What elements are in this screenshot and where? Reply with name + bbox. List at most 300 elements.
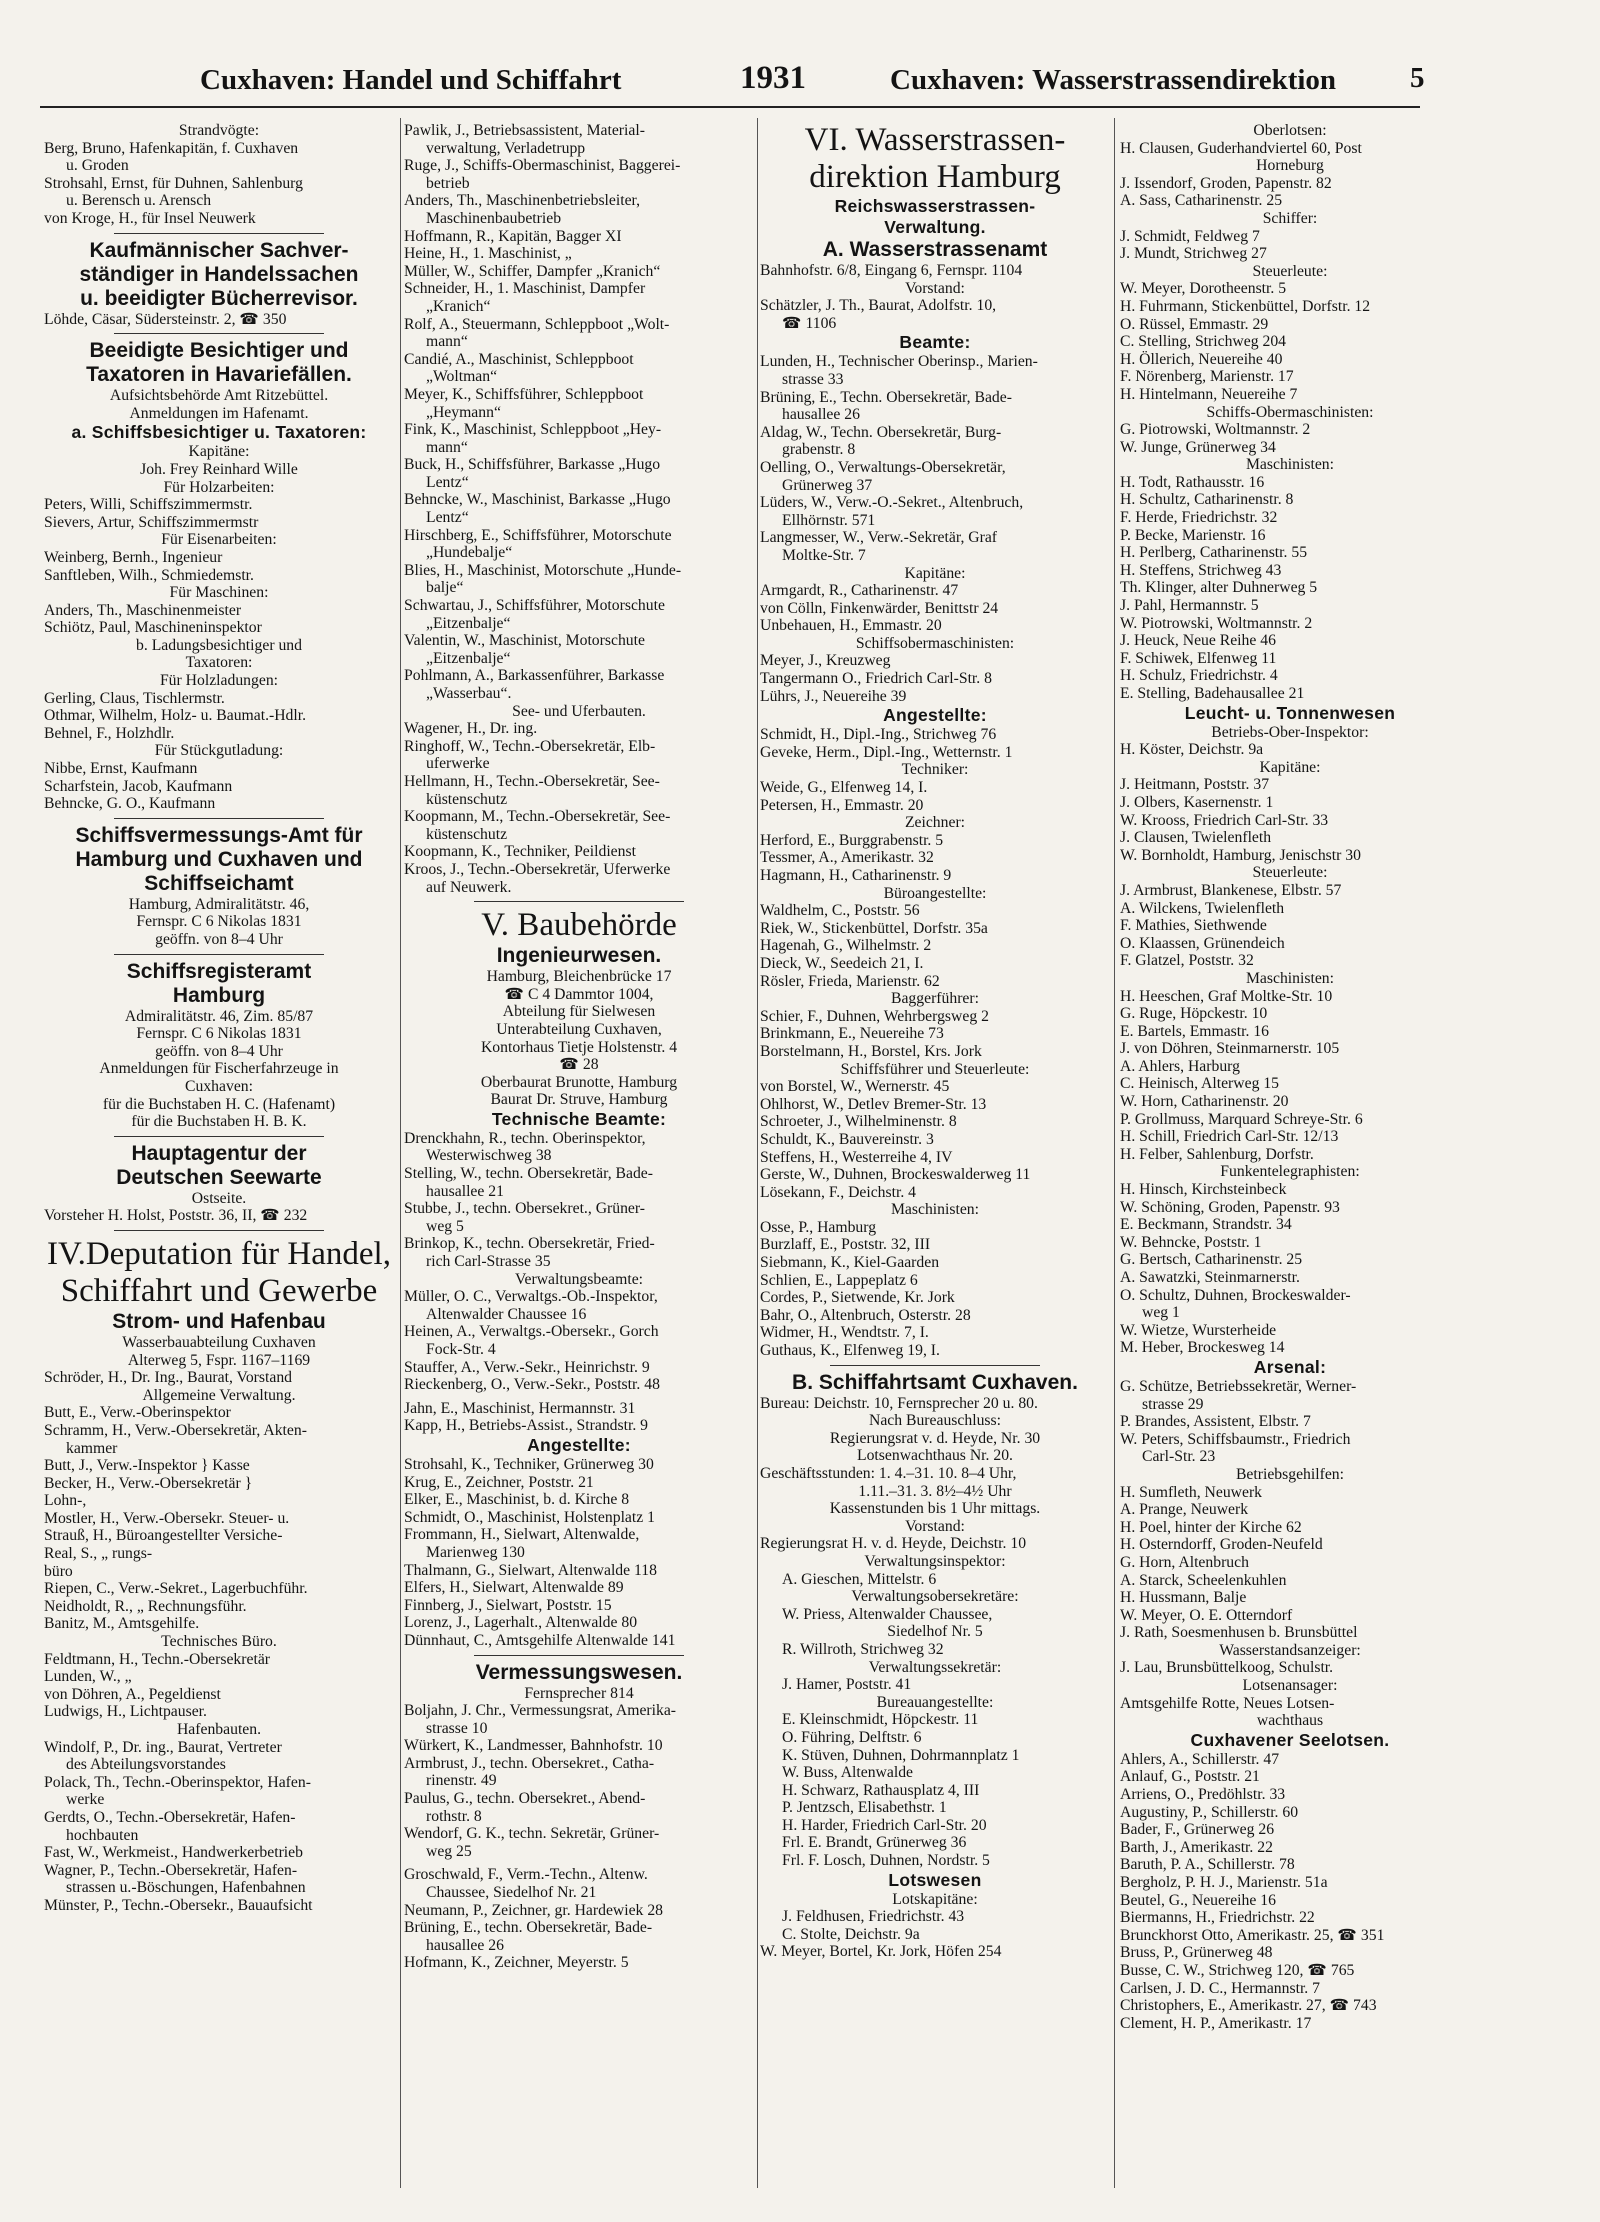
directory-entry: Barth, J., Amerikastr. 22 <box>1120 1838 1273 1856</box>
directory-entry: Drenckhahn, R., techn. Oberinspektor, <box>404 1129 646 1147</box>
subheading: Aufsichtsbehörde Amt Ritzebüttel. <box>109 387 329 405</box>
directory-entry: Lunden, W., „ <box>44 1668 132 1686</box>
directory-entry: H. Felber, Sahlenburg, Dorfstr. <box>1120 1145 1314 1163</box>
directory-entry: von Kroge, H., für Insel Neuwerk <box>44 209 256 227</box>
directory-entry: „Kranich“ <box>426 297 491 315</box>
directory-entry: rothstr. 8 <box>426 1807 482 1825</box>
directory-entry: H. Sumfleth, Neuwerk <box>1120 1483 1263 1501</box>
subheading: Cuxhaven: <box>185 1077 253 1095</box>
section-heading: IV.Deputation für Handel, <box>47 1235 391 1272</box>
directory-entry: Hoffmann, R., Kapitän, Bagger XI <box>404 227 622 245</box>
directory-entry: Bader, F., Grünerweg 26 <box>1120 1821 1275 1839</box>
subheading: ☎ 28 <box>559 1056 599 1074</box>
directory-entry: grabenstr. 8 <box>782 441 856 459</box>
directory-entry: Anlauf, G., Poststr. 21 <box>1120 1768 1260 1786</box>
directory-entry: Ellhörnstr. 571 <box>782 511 876 529</box>
directory-entry: mann“ <box>426 438 468 456</box>
directory-entry: Anders, Th., Maschinenbetriebsleiter, <box>404 192 641 210</box>
directory-entry: ☎ 1106 <box>782 314 837 332</box>
subheading: Schiffsführer und Steuerleute: <box>840 1060 1030 1078</box>
directory-entry: H. Poel, hinter der Kirche 62 <box>1120 1518 1302 1536</box>
directory-entry: Elker, E., Maschinist, b. d. Kirche 8 <box>404 1491 630 1509</box>
subheading: Leucht- u. Tonnenwesen <box>1184 702 1396 723</box>
subheading: Zeichner: <box>904 814 966 832</box>
section-heading: Taxatoren in Havariefällen. <box>86 363 352 387</box>
directory-entry: Behncke, G. O., Kaufmann <box>44 795 216 813</box>
directory-entry: „Wasserbau“. <box>426 685 512 702</box>
directory-entry: H. Fuhrmann, Stickenbüttel, Dorfstr. 12 <box>1120 297 1371 315</box>
directory-entry: strasse 10 <box>426 1719 488 1737</box>
subheading: Kapitäne: <box>188 443 250 461</box>
directory-entry: Candié, A., Maschinist, Schleppboot <box>404 350 634 368</box>
directory-entry: Wagener, H., Dr. ing. <box>404 720 538 738</box>
directory-entry: weg 25 <box>426 1842 472 1860</box>
directory-entry: Brüning, E., techn. Obersekretär, Bade- <box>404 1919 653 1937</box>
directory-entry: Bruss, P., Grünerweg 48 <box>1120 1944 1273 1962</box>
subheading: Kassenstunden bis 1 Uhr mittags. <box>829 1500 1041 1518</box>
directory-entry: weg 5 <box>426 1217 464 1235</box>
directory-entry: Sanftleben, Wilh., Schmiedemstr. <box>44 566 254 584</box>
directory-entry: Sievers, Artur, Schiffszimmermstr <box>44 513 259 531</box>
section-rule <box>114 818 324 819</box>
directory-entry: Hellmann, H., Techn.-Obersekretär, See- <box>404 772 660 790</box>
subheading: Maschinisten: <box>890 1201 979 1219</box>
directory-entry: Schroeter, J., Wilhelminenstr. 8 <box>760 1113 957 1131</box>
subheading: Nach Bureauschluss: <box>868 1412 1001 1430</box>
subheading: Kapitäne: <box>904 564 966 582</box>
directory-entry: Vorsteher H. Holst, Poststr. 36, II, ☎ 232 <box>44 1207 308 1225</box>
directory-entry: Th. Klinger, alter Duhnerweg 5 <box>1120 579 1318 597</box>
section-heading: Deutschen Seewarte <box>116 1165 322 1189</box>
directory-entry: Augustiny, P., Schillerstr. 60 <box>1120 1803 1299 1821</box>
directory-entry: J. Heitmann, Poststr. 37 <box>1120 776 1270 794</box>
directory-entry: O. Schultz, Duhnen, Brockeswalder- <box>1120 1286 1351 1304</box>
subheading: Lotskapitäne: <box>892 1890 978 1908</box>
directory-entry: P. Becke, Marienstr. 16 <box>1120 526 1266 544</box>
directory-entry: J. Feldhusen, Friedrichstr. 43 <box>782 1908 965 1926</box>
directory-entry: Westerwischweg 38 <box>426 1147 552 1165</box>
directory-entry: W. Behncke, Poststr. 1 <box>1120 1233 1262 1251</box>
subheading: Steuerleute: <box>1252 262 1328 280</box>
directory-entry: Lührs, J., Neuereihe 39 <box>760 687 907 705</box>
subheading: See- und Uferbauten. <box>512 702 646 720</box>
directory-entry: Pohlmann, A., Barkassenführer, Barkasse <box>404 667 665 685</box>
subheading: Verwaltungsbeamte: <box>514 1270 644 1288</box>
column-1 <box>44 122 394 2192</box>
subheading: Verwaltungssekretär: <box>868 1658 1002 1676</box>
directory-entry: Buck, H., Schiffsführer, Barkasse „Hugo <box>404 456 661 474</box>
directory-entry: Amtsgehilfe Rotte, Neues Lotsen- <box>1120 1694 1335 1712</box>
directory-entry: Langmesser, W., Verw.-Sekretär, Graf <box>760 529 998 547</box>
subheading: Lotsenwachthaus Nr. 20. <box>857 1447 1013 1465</box>
directory-entry: Schneider, H., 1. Maschinist, Dampfer <box>404 280 646 298</box>
directory-entry: Heinen, A., Verwaltgs.-Obersekr., Gorch <box>404 1323 659 1341</box>
directory-entry: Geschäftsstunden: 1. 4.–31. 10. 8–4 Uhr, <box>760 1465 1017 1482</box>
directory-entry: Schmidt, H., Dipl.-Ing., Strichweg 76 <box>760 726 997 744</box>
subheading: Maschinisten: <box>1245 969 1334 987</box>
directory-entry: P. Brandes, Assistent, Elbstr. 7 <box>1120 1413 1311 1431</box>
subheading: Steuerleute: <box>1252 864 1328 882</box>
directory-entry: verwaltung, Verladetrupp <box>426 139 586 157</box>
directory-entry: Paulus, G., techn. Obersekret., Abend- <box>404 1790 646 1808</box>
section-heading: B. Schiffahrtsamt Cuxhaven. <box>792 1370 1078 1394</box>
directory-entry: Dünnhaut, C., Amtsgehilfe Altenwalde 141 <box>404 1631 676 1649</box>
directory-entry: Unbehauen, H., Emmastr. 20 <box>760 617 942 635</box>
subheading: Oberlotsen: <box>1253 122 1327 139</box>
directory-entry: Hofmann, K., Zeichner, Meyerstr. 5 <box>404 1954 629 1972</box>
directory-entry: F. Glatzel, Poststr. 32 <box>1120 952 1254 970</box>
subheading: Alterweg 5, Fspr. 1167–1169 <box>127 1351 311 1369</box>
directory-entry: G. Schütze, Betriebssekretär, Werner- <box>1120 1377 1357 1395</box>
directory-entry: C. Heinisch, Alterweg 15 <box>1120 1075 1280 1093</box>
directory-entry: Chaussee, Siedelhof Nr. 21 <box>426 1884 597 1902</box>
section-rule <box>114 233 324 234</box>
directory-entry: W. Junge, Grünerweg 34 <box>1120 438 1276 456</box>
subheading: Unterabteilung Cuxhaven, <box>496 1020 662 1038</box>
subheading: Schiffsobermaschinisten: <box>855 634 1015 652</box>
directory-entry: H. Hintelmann, Neuereihe 7 <box>1120 385 1298 403</box>
section-heading: Ingenieurwesen. <box>496 944 662 968</box>
directory-entry: J. Rath, Soesmenhusen b. Brunsbüttel <box>1120 1624 1358 1642</box>
directory-entry: Meyer, J., Kreuzweg <box>760 652 891 670</box>
directory-entry: Anders, Th., Maschinenmeister <box>44 601 242 619</box>
directory-entry: Hirschberg, E., Schiffsführer, Motorschute <box>404 526 672 544</box>
section-heading: Schiffseichamt <box>144 871 294 895</box>
directory-entry: Thalmann, G., Sielwart, Altenwalde 118 <box>404 1561 657 1579</box>
directory-entry: J. Mundt, Strichweg 27 <box>1120 245 1267 263</box>
subheading: Technische Beamte: <box>491 1108 667 1129</box>
subheading: Hamburg, Admiralitätstr. 46, <box>128 895 310 913</box>
directory-entry: O. Führing, Delftstr. 6 <box>782 1728 922 1746</box>
directory-entry: H. Schultz, Catharinenstr. 8 <box>1120 491 1294 509</box>
directory-entry: H. Hussmann, Balje <box>1120 1589 1247 1607</box>
directory-entry: Stubbe, J., techn. Obersekret., Grüner- <box>404 1200 646 1218</box>
subheading: Horneburg <box>1256 157 1324 175</box>
directory-entry: Schuldt, K., Bauvereinstr. 3 <box>760 1130 934 1148</box>
subheading: Technisches Büro. <box>161 1633 277 1651</box>
directory-entry: kammer <box>66 1439 118 1457</box>
directory-entry: P. Jentzsch, Elisabethstr. 1 <box>782 1799 947 1817</box>
directory-entry: Behncke, W., Maschinist, Barkasse „Hugo <box>404 491 671 509</box>
directory-entry: Stauffer, A., Verw.-Sekr., Heinrichstr. 9 <box>404 1358 650 1376</box>
subheading: Allgemeine Verwaltung. <box>142 1386 296 1404</box>
directory-entry: „Hundebalje“ <box>426 544 513 562</box>
directory-entry: Windolf, P., Dr. ing., Baurat, Vertreter <box>44 1738 282 1756</box>
directory-entry: Butt, E., Verw.-Oberinspektor <box>44 1404 231 1422</box>
directory-entry: Biermanns, H., Friedrichstr. 22 <box>1120 1909 1315 1927</box>
subheading: Kapitäne: <box>1259 758 1321 776</box>
column-3 <box>760 122 1110 2192</box>
subheading: Baurat Dr. Struve, Hamburg <box>490 1091 668 1109</box>
subheading: Verwaltung. <box>884 217 986 237</box>
subheading: Taxatoren: <box>185 654 253 672</box>
directory-entry: Waldhelm, C., Poststr. 56 <box>760 902 920 920</box>
directory-entry: küstenschutz <box>426 825 508 843</box>
directory-entry: H. Perlberg, Catharinenstr. 55 <box>1120 544 1308 562</box>
directory-entry: W. Krooss, Friedrich Carl-Str. 33 <box>1120 811 1329 829</box>
directory-entry: W. Meyer, O. E. Otterndorf <box>1120 1606 1293 1624</box>
subheading: Funkentelegraphisten: <box>1220 1163 1360 1181</box>
directory-entry: W. Meyer, Dorotheenstr. 5 <box>1120 280 1287 298</box>
subheading: Für Stückgutladung: <box>154 742 284 760</box>
directory-entry: Müller, O. C., Verwaltgs.-Ob.-Inspektor, <box>404 1288 658 1306</box>
directory-entry: auf Neuwerk. <box>426 878 512 896</box>
subheading: 1.11.–31. 3. 8½–4½ Uhr <box>858 1482 1012 1500</box>
directory-entry: Carlsen, J. D. C., Hermannstr. 7 <box>1120 1979 1320 1997</box>
directory-entry: Fast, W., Werkmeist., Handwerkerbetrieb <box>44 1844 303 1862</box>
directory-entry: Groschwald, F., Verm.-Techn., Altenw. <box>404 1866 648 1884</box>
directory-entry: „Eitzenbalje“ <box>426 614 511 632</box>
directory-entry: Maschinenbaubetrieb <box>426 209 562 227</box>
directory-entry: A. Ahlers, Harburg <box>1120 1057 1240 1075</box>
directory-entry: E. Beckmann, Strandstr. 34 <box>1120 1216 1292 1234</box>
directory-entry: Frl. F. Losch, Duhnen, Nordstr. 5 <box>782 1852 990 1870</box>
directory-entry: E. Bartels, Emmastr. 16 <box>1120 1022 1270 1040</box>
directory-entry: K. Stüven, Duhnen, Dohrmannplatz 1 <box>782 1746 1020 1764</box>
directory-entry: strasse 29 <box>1142 1395 1204 1413</box>
directory-entry: Kroos, J., Techn.-Obersekretär, Uferwerke <box>404 860 671 878</box>
directory-entry: Rolf, A., Steuermann, Schleppboot „Wolt- <box>404 315 670 333</box>
directory-entry: J. Hamer, Poststr. 41 <box>782 1676 912 1694</box>
directory-entry: Würkert, K., Landmesser, Bahnhofstr. 10 <box>404 1737 663 1755</box>
header-left-title: Cuxhaven: Handel und Schiffahrt <box>200 64 622 96</box>
directory-entry: hausallee 26 <box>426 1936 504 1954</box>
subheading: Kontorhaus Tietje Holstenstr. 4 <box>480 1038 678 1056</box>
header-year: 1931 <box>740 60 806 96</box>
section-rule <box>114 1230 324 1231</box>
directory-entry: Jahn, E., Maschinist, Hermannstr. 31 <box>404 1399 636 1417</box>
page-header <box>40 60 1425 108</box>
directory-entry: A. Sawatzki, Steinmarnerstr. <box>1120 1269 1300 1286</box>
directory-entry: E. Kleinschmidt, Höpckestr. 11 <box>782 1711 979 1729</box>
directory-entry: Schröder, H., Dr. Ing., Baurat, Vorstand <box>44 1369 293 1387</box>
directory-entry: Strauß, H., Büroangestellter Versiche- <box>44 1527 283 1545</box>
subheading: Für Maschinen: <box>169 584 269 602</box>
directory-entry: Frl. E. Brandt, Grünerweg 36 <box>782 1834 967 1852</box>
section-heading: Schiffsregisteramt <box>126 959 312 983</box>
directory-entry: Bahnhofstr. 6/8, Eingang 6, Fernspr. 1104 <box>760 262 1023 279</box>
directory-entry: weg 1 <box>1142 1304 1180 1322</box>
directory-entry: Bureau: Deichstr. 10, Fernsprecher 20 u. 80. <box>760 1394 1038 1412</box>
directory-entry: Regierungsrat H. v. d. Heyde, Deichstr. 10 <box>760 1535 1027 1553</box>
directory-entry: „Eitzenbalje“ <box>426 649 511 667</box>
section-heading: Schiffsvermessungs-Amt für <box>75 823 363 847</box>
directory-entry: mann“ <box>426 333 468 351</box>
directory-entry: Rösler, Frieda, Marienstr. 62 <box>760 972 940 990</box>
directory-entry: Boljahn, J. Chr., Vermessungsrat, Amerika- <box>404 1702 677 1720</box>
directory-entry: Neumann, P., Zeichner, gr. Hardewiek 28 <box>404 1901 664 1919</box>
subheading: ☎ C 4 Dammtor 1004, <box>504 985 654 1003</box>
directory-entry: H. Harder, Friedrich Carl-Str. 20 <box>782 1816 987 1834</box>
directory-entry: Fock-Str. 4 <box>426 1341 496 1358</box>
subheading: Beamte: <box>899 332 971 353</box>
section-rule <box>114 1136 324 1137</box>
directory-entry: E. Stelling, Badehausallee 21 <box>1120 685 1305 702</box>
directory-entry: Carl-Str. 23 <box>1142 1448 1216 1466</box>
subheading: Siedelhof Nr. 5 <box>887 1623 983 1641</box>
directory-entry: W. Meyer, Bortel, Kr. Jork, Höfen 254 <box>760 1943 1002 1961</box>
directory-entry: Arriens, O., Predöhlstr. 33 <box>1120 1786 1286 1804</box>
directory-entry: W. Piotrowski, Woltmannstr. 2 <box>1120 614 1313 632</box>
directory-entry: von Döhren, A., Pegeldienst <box>44 1685 221 1703</box>
directory-entry: H. Hinsch, Kirchsteinbeck <box>1120 1181 1287 1199</box>
directory-entry: Stelling, W., techn. Obersekretär, Bade- <box>404 1165 653 1183</box>
directory-entry: A. Prange, Neuwerk <box>1120 1501 1249 1519</box>
directory-entry: Frommann, H., Sielwart, Altenwalde, <box>404 1526 640 1544</box>
subheading: Admiralitätstr. 46, Zim. 85/87 <box>124 1007 314 1025</box>
directory-entry: F. Herde, Friedrichstr. 32 <box>1120 509 1278 527</box>
directory-entry: küstenschutz <box>426 790 508 808</box>
subheading: Betriebs-Ober-Inspektor: <box>1211 723 1369 741</box>
directory-entry: von Cölln, Finkenwärder, Benittstr 24 <box>760 599 999 617</box>
directory-entry: F. Nörenberg, Marienstr. 17 <box>1120 368 1294 386</box>
subheading: Schiffs-Obermaschinisten: <box>1206 403 1374 421</box>
subheading: Angestellte: <box>883 705 987 726</box>
directory-entry: F. Schiwek, Elfenweg 11 <box>1120 649 1277 667</box>
directory-entry: Widmer, H., Wendtstr. 7, I. <box>760 1324 929 1342</box>
subheading: für die Buchstaben H. C. (Hafenamt) <box>102 1095 336 1113</box>
subheading: b. Ladungsbesichtiger und <box>136 636 302 654</box>
directory-entry: Baruth, P. A., Schillerstr. 78 <box>1120 1856 1295 1874</box>
directory-entry: rich Carl-Strasse 35 <box>426 1253 551 1271</box>
directory-entry: Müller, W., Schiffer, Dampfer „Kranich“ <box>404 262 661 280</box>
section-rule <box>114 954 324 955</box>
directory-entry: R. Willroth, Strichweg 32 <box>782 1640 944 1658</box>
subheading: Hamburg, Bleichenbrücke 17 <box>486 968 672 986</box>
directory-entry: Münster, P., Techn.-Obersekr., Bauaufsicht <box>44 1896 313 1914</box>
directory-entry: Aldag, W., Techn. Obersekretär, Burg- <box>760 423 1002 441</box>
subheading: Joh. Frey Reinhard Wille <box>140 460 298 478</box>
directory-entry: Gerdts, O., Techn.-Obersekretär, Hafen- <box>44 1808 296 1826</box>
directory-entry: werke <box>66 1791 105 1809</box>
directory-entry: Feldtmann, H., Techn.-Obersekretär <box>44 1650 271 1668</box>
directory-entry: G. Horn, Altenbruch <box>1120 1553 1249 1571</box>
directory-entry: Burzlaff, E., Poststr. 32, III <box>760 1236 931 1254</box>
section-heading: V. Baubehörde <box>481 907 677 944</box>
directory-entry: C. Stolte, Deichstr. 9a <box>782 1925 920 1943</box>
directory-entry: W. Peters, Schiffsbaumstr., Friedrich <box>1120 1430 1351 1448</box>
directory-entry: O. Rüssel, Emmastr. 29 <box>1120 315 1269 333</box>
column-4 <box>1120 122 1460 2192</box>
directory-entry: Peters, Willi, Schiffszimmermstr. <box>44 496 253 514</box>
subheading: Baggerführer: <box>891 990 979 1008</box>
subheading: Schiffer: <box>1262 209 1318 227</box>
directory-entry: strassen u.-Böschungen, Hafenbahnen <box>66 1879 306 1897</box>
directory-entry: Lüders, W., Verw.-O.-Sekret., Altenbruch, <box>760 494 1024 512</box>
header-right-title: Cuxhaven: Wasserstrassendirektion <box>890 64 1337 96</box>
section-rule <box>114 333 324 334</box>
subheading: Fernspr. C 6 Nikolas 1831 <box>136 1025 302 1043</box>
section-heading: Strom- und Hafenbau <box>112 1309 326 1333</box>
subheading: Arsenal: <box>1253 1356 1327 1377</box>
directory-entry: Schier, F., Duhnen, Wehrbergsweg 2 <box>760 1007 989 1025</box>
directory-entry: Behnel, F., Holzhdlr. <box>44 724 175 742</box>
section-heading: direktion Hamburg <box>809 159 1061 195</box>
directory-entry: Schwartau, J., Schiffsführer, Motorschute <box>404 597 665 615</box>
subheading: geöffn. von 8–4 Uhr <box>155 1042 283 1060</box>
directory-entry: G. Piotrowski, Woltmannstr. 2 <box>1120 421 1311 439</box>
directory-entry: Tangermann O., Friedrich Carl-Str. 8 <box>760 670 992 688</box>
directory-entry: Ludwigs, H., Lichtpauser. <box>44 1703 207 1721</box>
directory-entry: Steffens, H., Westerreihe 4, IV <box>760 1148 953 1166</box>
directory-entry: W. Bornholdt, Hamburg, Jenischstr 30 <box>1120 846 1361 864</box>
directory-entry: Tessmer, A., Amerikastr. 32 <box>760 849 934 867</box>
directory-entry: Schätzler, J. Th., Baurat, Adolfstr. 10, <box>760 297 997 315</box>
directory-entry: Brinkmann, E., Neuereihe 73 <box>760 1025 944 1043</box>
directory-entry: A. Starck, Scheelenkuhlen <box>1120 1571 1287 1589</box>
directory-entry: Brüning, E., Techn. Obersekretär, Bade- <box>760 388 1012 406</box>
directory-entry: hausallee 26 <box>782 406 860 424</box>
directory-entry: Kapp, H., Betriebs-Assist., Strandstr. 9 <box>404 1417 649 1435</box>
directory-entry: Siebmann, K., Kiel-Gaarden <box>760 1254 940 1272</box>
directory-entry: Valentin, W., Maschinist, Motorschute <box>404 632 645 650</box>
directory-entry: Dieck, W., Seedeich 21, I. <box>760 954 924 972</box>
directory-entry: C. Stelling, Strichweg 204 <box>1120 333 1287 351</box>
column-2 <box>404 122 754 2192</box>
directory-entry: betrieb <box>426 174 470 192</box>
subheading: Oberbaurat Brunotte, Hamburg <box>480 1073 678 1091</box>
directory-entry: Riek, W., Stickenbüttel, Dorfstr. 35a <box>760 919 988 937</box>
directory-entry: Koopmann, K., Techniker, Peildienst <box>404 843 636 861</box>
section-heading: A. Wasserstrassenamt <box>822 238 1048 261</box>
directory-entry: Elfers, H., Sielwart, Altenwalde 89 <box>404 1579 624 1597</box>
directory-entry: hochbauten <box>66 1826 139 1844</box>
directory-entry: Schlien, E., Lappeplatz 6 <box>760 1271 918 1289</box>
directory-entry: A. Wilckens, Twielenfleth <box>1120 899 1285 917</box>
directory-entry: G. Ruge, Höpckestr. 10 <box>1120 1005 1268 1023</box>
subheading: Vorstand: <box>905 279 965 297</box>
directory-entry: Banitz, M., Amtsgehilfe. <box>44 1615 200 1633</box>
directory-entry: Borstelmann, H., Borstel, Krs. Jork <box>760 1042 982 1060</box>
subheading: Lotswesen <box>888 1869 982 1890</box>
directory-entry: J. Clausen, Twielenfleth <box>1120 829 1272 847</box>
directory-entry: Strohsahl, K., Techniker, Grünerweg 30 <box>404 1455 654 1473</box>
directory-entry: balje“ <box>426 579 464 597</box>
directory-entry: Pawlik, J., Betriebsassistent, Material- <box>404 122 645 139</box>
directory-entry: Fink, K., Maschinist, Schleppboot „Hey- <box>404 421 662 439</box>
directory-entry: Ringhoff, W., Techn.-Obersekretär, Elb- <box>404 737 656 755</box>
directory-entry: Löhde, Cäsar, Südersteinstr. 2, ☎ 350 <box>44 310 287 328</box>
directory-entry: A. Sass, Catharinenstr. 25 <box>1120 192 1283 210</box>
directory-entry: Strohsahl, Ernst, für Duhnen, Sahlenburg <box>44 174 303 192</box>
subheading: Strandvögte: <box>178 122 260 139</box>
section-heading: VI. Wasserstrassen- <box>804 122 1066 158</box>
directory-entry: H. Steffens, Strichweg 43 <box>1120 561 1282 579</box>
directory-entry: „Heymann“ <box>426 403 501 421</box>
column-divider <box>400 118 401 2188</box>
subheading: Für Holzarbeiten: <box>163 478 275 496</box>
subheading: Vorstand: <box>905 1517 965 1535</box>
directory-entry: u. Groden <box>66 157 129 175</box>
subheading: Für Holzladungen: <box>159 672 279 690</box>
directory-entry: Armbrust, J., techn. Obersekret., Catha- <box>404 1754 655 1772</box>
directory-entry: H. Schwarz, Rathausplatz 4, III <box>782 1781 980 1799</box>
section-heading: Kaufmännischer Sachver- <box>89 238 349 262</box>
subheading: für die Buchstaben H. B. K. <box>131 1113 307 1131</box>
page-number: 5 <box>1410 62 1425 94</box>
subheading: Büroangestellte: <box>883 884 987 902</box>
directory-entry: Altenwalder Chaussee 16 <box>426 1305 587 1323</box>
directory-entry: Butt, J., Verw.-Inspektor } Kasse <box>44 1457 250 1475</box>
subheading: Für Eisenarbeiten: <box>161 531 277 549</box>
directory-entry: W. Horn, Catharinenstr. 20 <box>1120 1093 1289 1111</box>
directory-entry: von Borstel, W., Wernerstr. 45 <box>760 1078 950 1096</box>
directory-entry: Ahlers, A., Schillerstr. 47 <box>1120 1750 1280 1768</box>
directory-entry: uferwerke <box>426 755 490 773</box>
directory-entry: Osse, P., Hamburg <box>760 1218 877 1236</box>
directory-entry: J. Issendorf, Groden, Papenstr. 82 <box>1120 174 1332 192</box>
column-divider <box>1114 118 1115 2188</box>
